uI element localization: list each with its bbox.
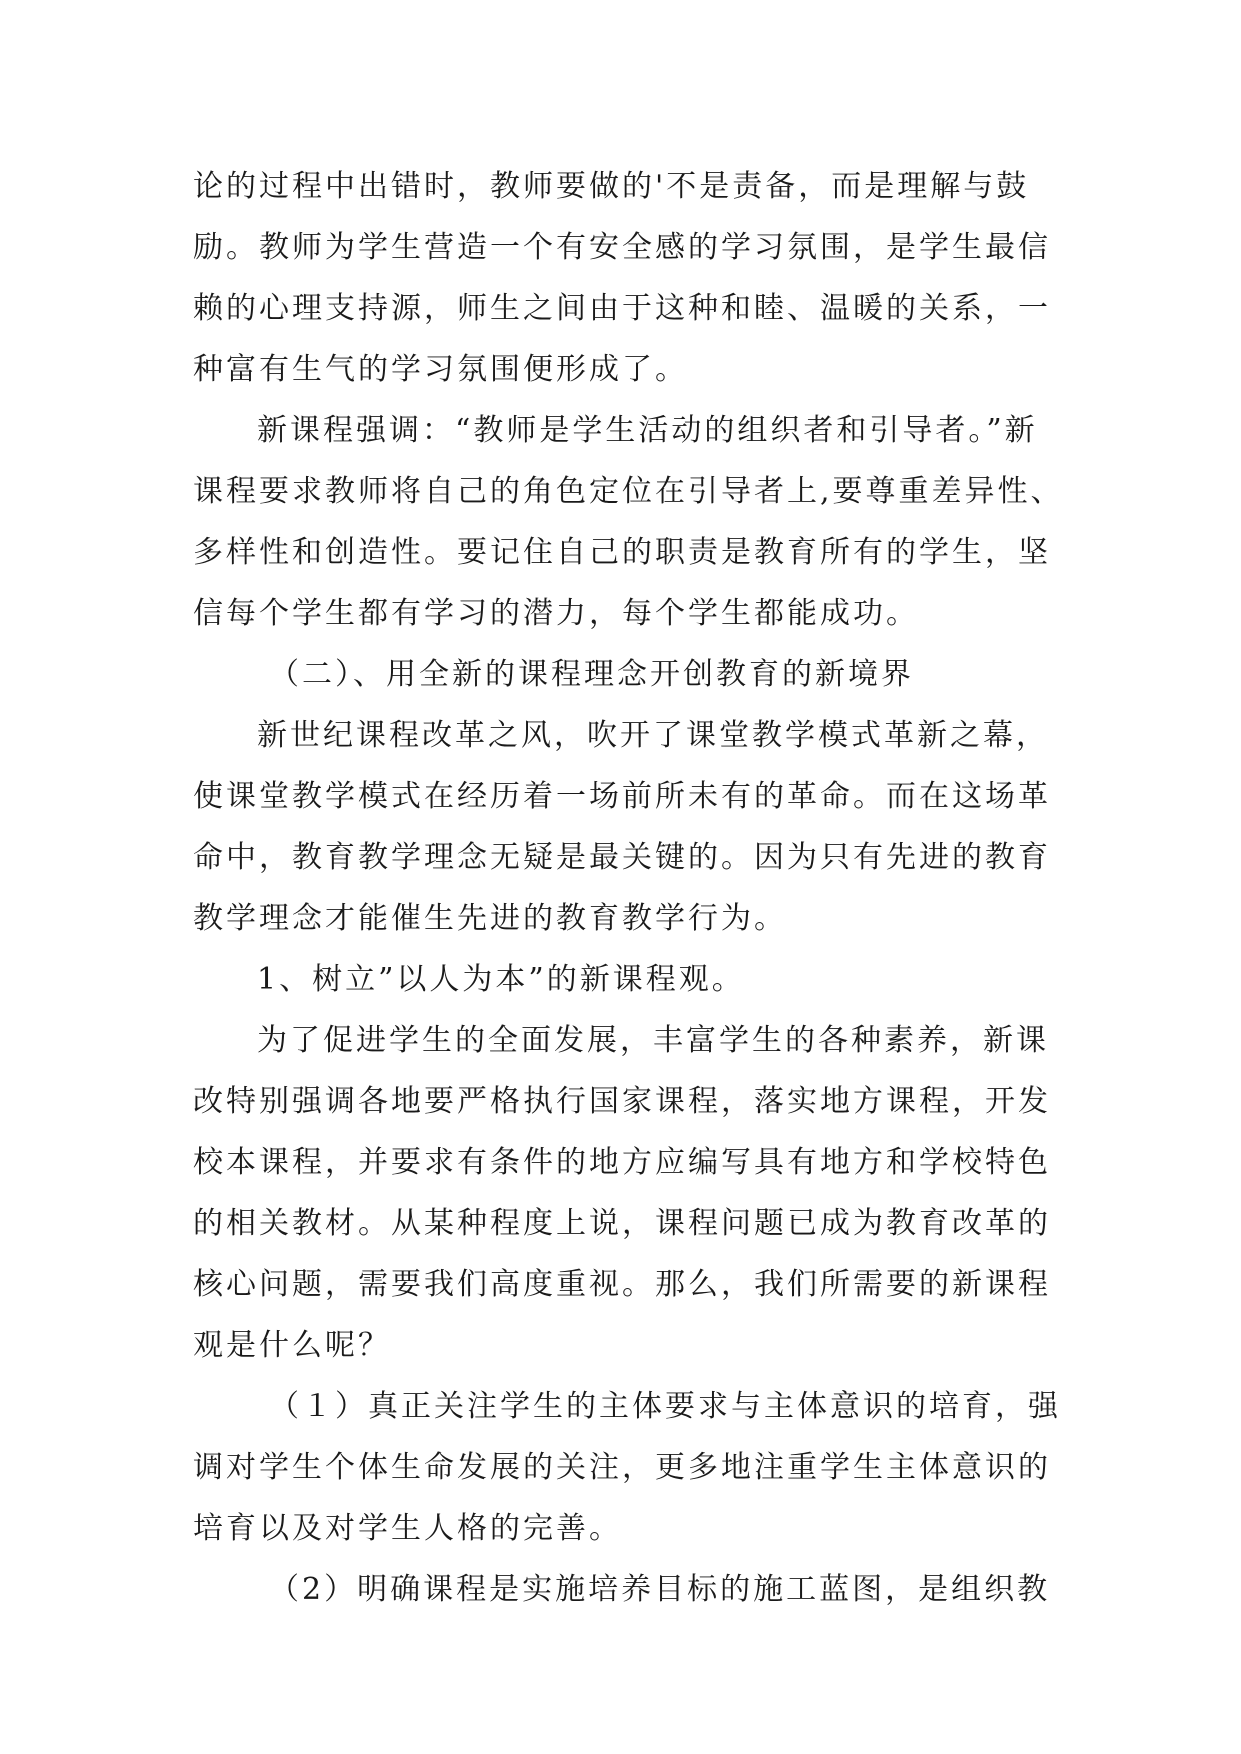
text-line: 多样性和创造性。要记住自己的职责是教育所有的学生，坚 xyxy=(193,535,1051,570)
text-line: 校本课程，并要求有条件的地方应编写具有地方和学校特色 xyxy=(193,1145,1051,1180)
subsection-heading: 1、树立”以人为本”的新课程观。 xyxy=(257,962,745,997)
text-line: 使课堂教学模式在经历着一场前所未有的革命。而在这场革 xyxy=(193,779,1051,814)
section-heading: （二）、用全新的课程理念开创教育的新境界 xyxy=(269,657,914,692)
text-line: 课程要求教师将自己的角色定位在引导者上,要尊重差异性、 xyxy=(193,474,1064,509)
text-line: 调对学生个体生命发展的关注，更多地注重学生主体意识的 xyxy=(193,1450,1051,1485)
numbered-item-line: （2）明确课程是实施培养目标的施工蓝图，是组织教 xyxy=(269,1572,1051,1607)
text-line: 改特别强调各地要严格执行国家课程，落实地方课程，开发 xyxy=(193,1084,1051,1119)
numbered-item-line: （１）真正关注学生的主体要求与主体意识的培育，强 xyxy=(269,1389,1061,1424)
text-line: 教学理念才能催生先进的教育教学行为。 xyxy=(193,901,787,936)
text-line: 赖的心理支持源，师生之间由于这种和睦、温暖的关系，一 xyxy=(193,291,1051,326)
body-text xyxy=(193,156,1064,1620)
text-line: 的相关教材。从某种程度上说，课程问题已成为教育改革的 xyxy=(193,1206,1051,1241)
text-line: 励。教师为学生营造一个有安全感的学习氛围，是学生最信 xyxy=(193,230,1051,265)
text-line: 观是什么呢？ xyxy=(193,1328,391,1363)
text-line: 论的过程中出错时，教师要做的'不是责备，而是理解与鼓 xyxy=(193,169,1030,204)
text-line: 信每个学生都有学习的潜力，每个学生都能成功。 xyxy=(193,596,919,631)
text-line: 培育以及对学生人格的完善。 xyxy=(193,1511,622,1546)
paragraph-start-line: 为了促进学生的全面发展，丰富学生的各种素养，新课 xyxy=(257,1023,1049,1058)
paragraph-start-line: 新世纪课程改革之风，吹开了课堂教学模式革新之幕， xyxy=(257,718,1049,753)
paragraph-start-line: 新课程强调：“教师是学生活动的组织者和引导者。”新 xyxy=(257,413,1038,448)
text-line: 命中，教育教学理念无疑是最关键的。因为只有先进的教育 xyxy=(193,840,1051,875)
text-line: 种富有生气的学习氛围便形成了。 xyxy=(193,352,688,387)
text-line: 核心问题，需要我们高度重视。那么，我们所需要的新课程 xyxy=(193,1267,1051,1302)
